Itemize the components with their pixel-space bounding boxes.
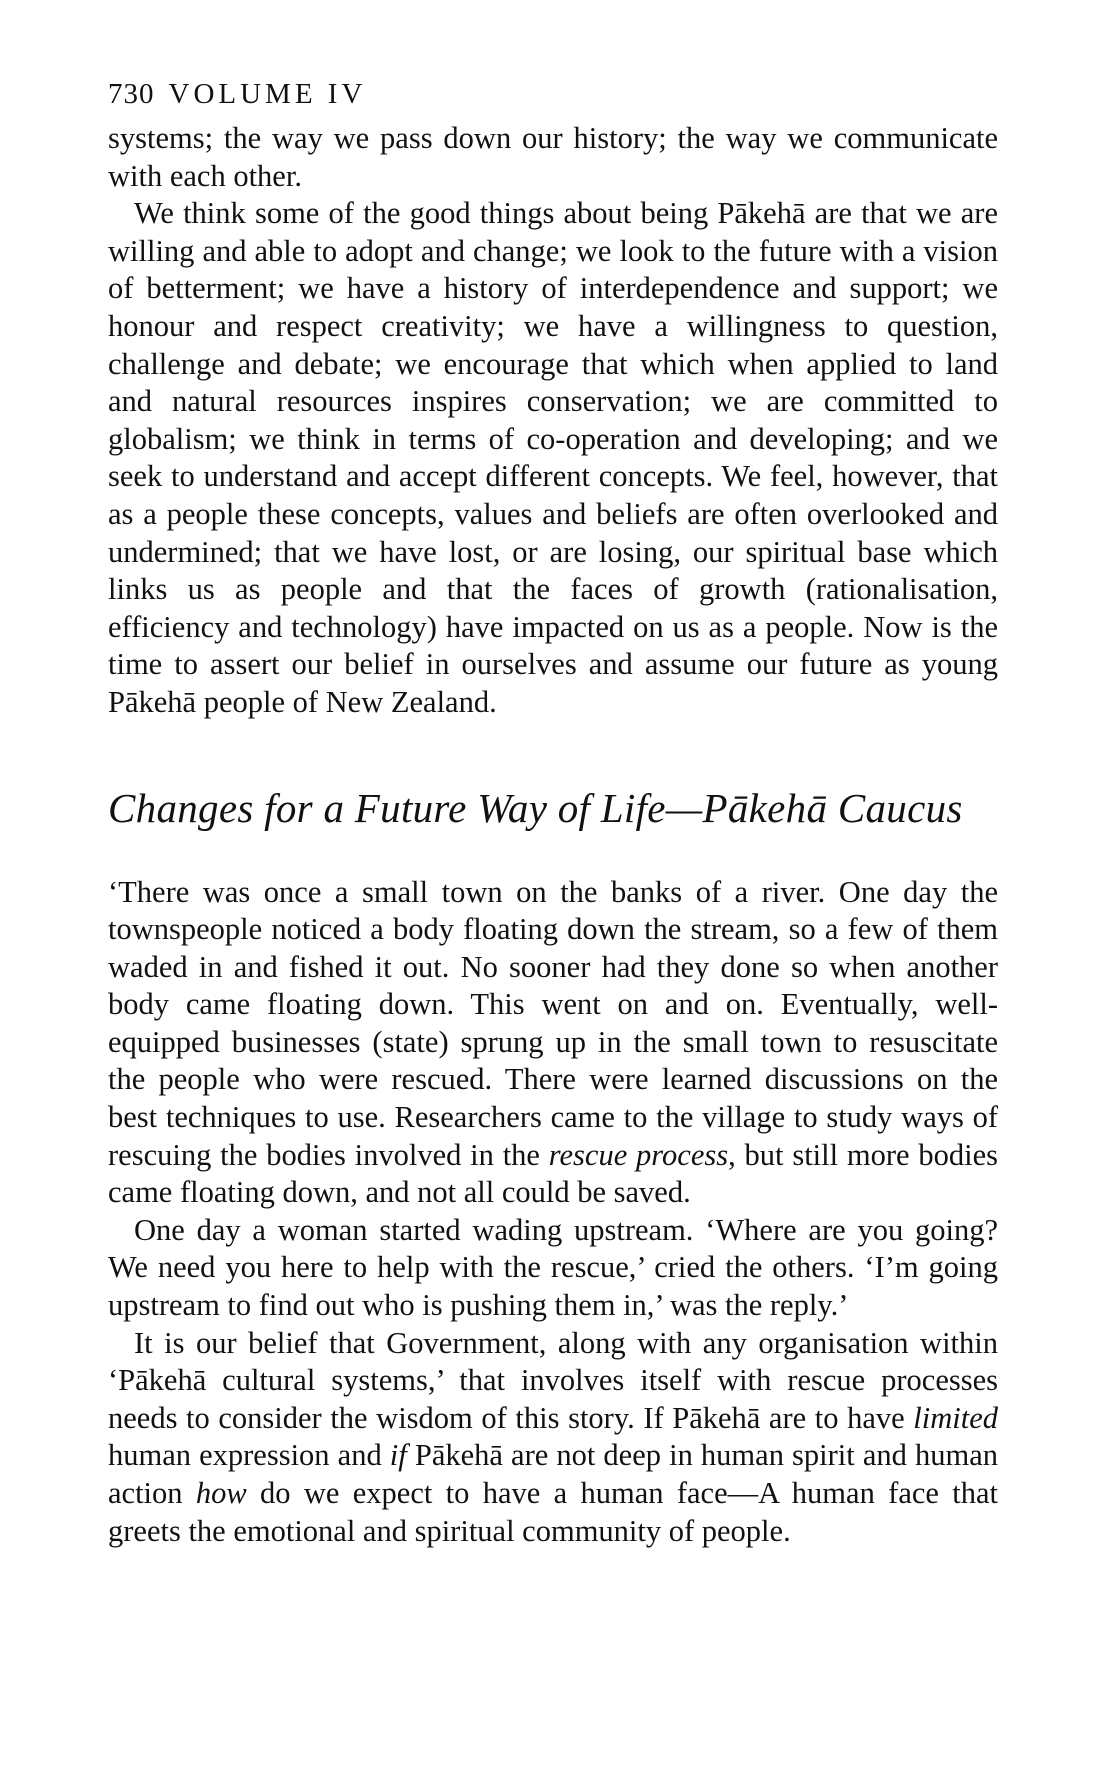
closing-paragraph: [108, 1325, 998, 1551]
closing-text-3: Pākehā are not deep in human spirit and human action: [108, 1438, 998, 1510]
closing-italic-how: how: [195, 1476, 247, 1510]
story-text-2: , but still more bodies came floating down, and not all could be saved.: [108, 1137, 998, 1210]
page-number: 730: [108, 78, 155, 110]
closing-italic-if: if: [389, 1438, 407, 1473]
closing-text-4: do we expect to have a human face—A human face that greets the emotional and spiritual community of people.: [108, 1476, 998, 1548]
closing-text-1: It is our belief that Government, along with any organisation within ‘Pākehā cultural systems,’ that involves itself with rescue processes needs to consider the wisdom of this story. If Pākehā are to have: [108, 1325, 998, 1435]
book-page: [108, 70, 998, 1550]
section-title: Changes for a Future Way of Life—Pākehā Caucus: [108, 784, 963, 831]
closing-text-2: human expression and: [108, 1438, 390, 1473]
story-italic-rescue-process: rescue process: [548, 1137, 729, 1172]
paragraph-continued: systems; the way we pass down our history; the way we communicate with each other.: [108, 121, 998, 193]
story-paragraph-river: [108, 874, 998, 1212]
story-paragraph-upstream: One day a woman started wading upstream. ‘Where are you going? We need you here to help with the rescue,’ cried the others. ‘I’m going upstream to find out who is pushing them in,’ was the reply.’: [108, 1212, 998, 1323]
story-text-1: ‘There was once a small town on the banks of a river. One day the townspeople noticed a body floating down the stream, so a few of them waded in and fished it out. No sooner had they done so when another body came floating down. This went on and on. Eventually, well-equipped businesses (state) sprung up in the small town to resuscitate the people who were rescued. There were learned discussions on the best techniques to use. Researchers came to the village to study ways of rescuing the bodies involved in the: [108, 874, 998, 1172]
paragraph-good-things: We think some of the good things about being Pākehā are that we are willing and able to adopt and change; we look to the future with a vision of betterment; we have a history of interdependence and support; we honour and respect creativity; we have a willingness to question, challenge and debate; we encourage that which when applied to land and natural resources inspires conservation; we are committed to globalism; we think in terms of co-operation and developing; and we seek to understand and accept different concepts. We feel, however, that as a people these concepts, values and beliefs are often overlooked and undermined; that we have lost, or are losing, our spiritual base which links us as people and that the faces of growth (rationalisation, efficiency and technology) have impacted on us as a people. Now is the time to assert our belief in ourselves and assume our future as young Pākehā people of New Zealand.: [108, 196, 998, 719]
running-head: [108, 70, 998, 118]
closing-italic-limited: limited: [913, 1400, 998, 1435]
volume-label: VOLUME IV: [168, 78, 367, 110]
